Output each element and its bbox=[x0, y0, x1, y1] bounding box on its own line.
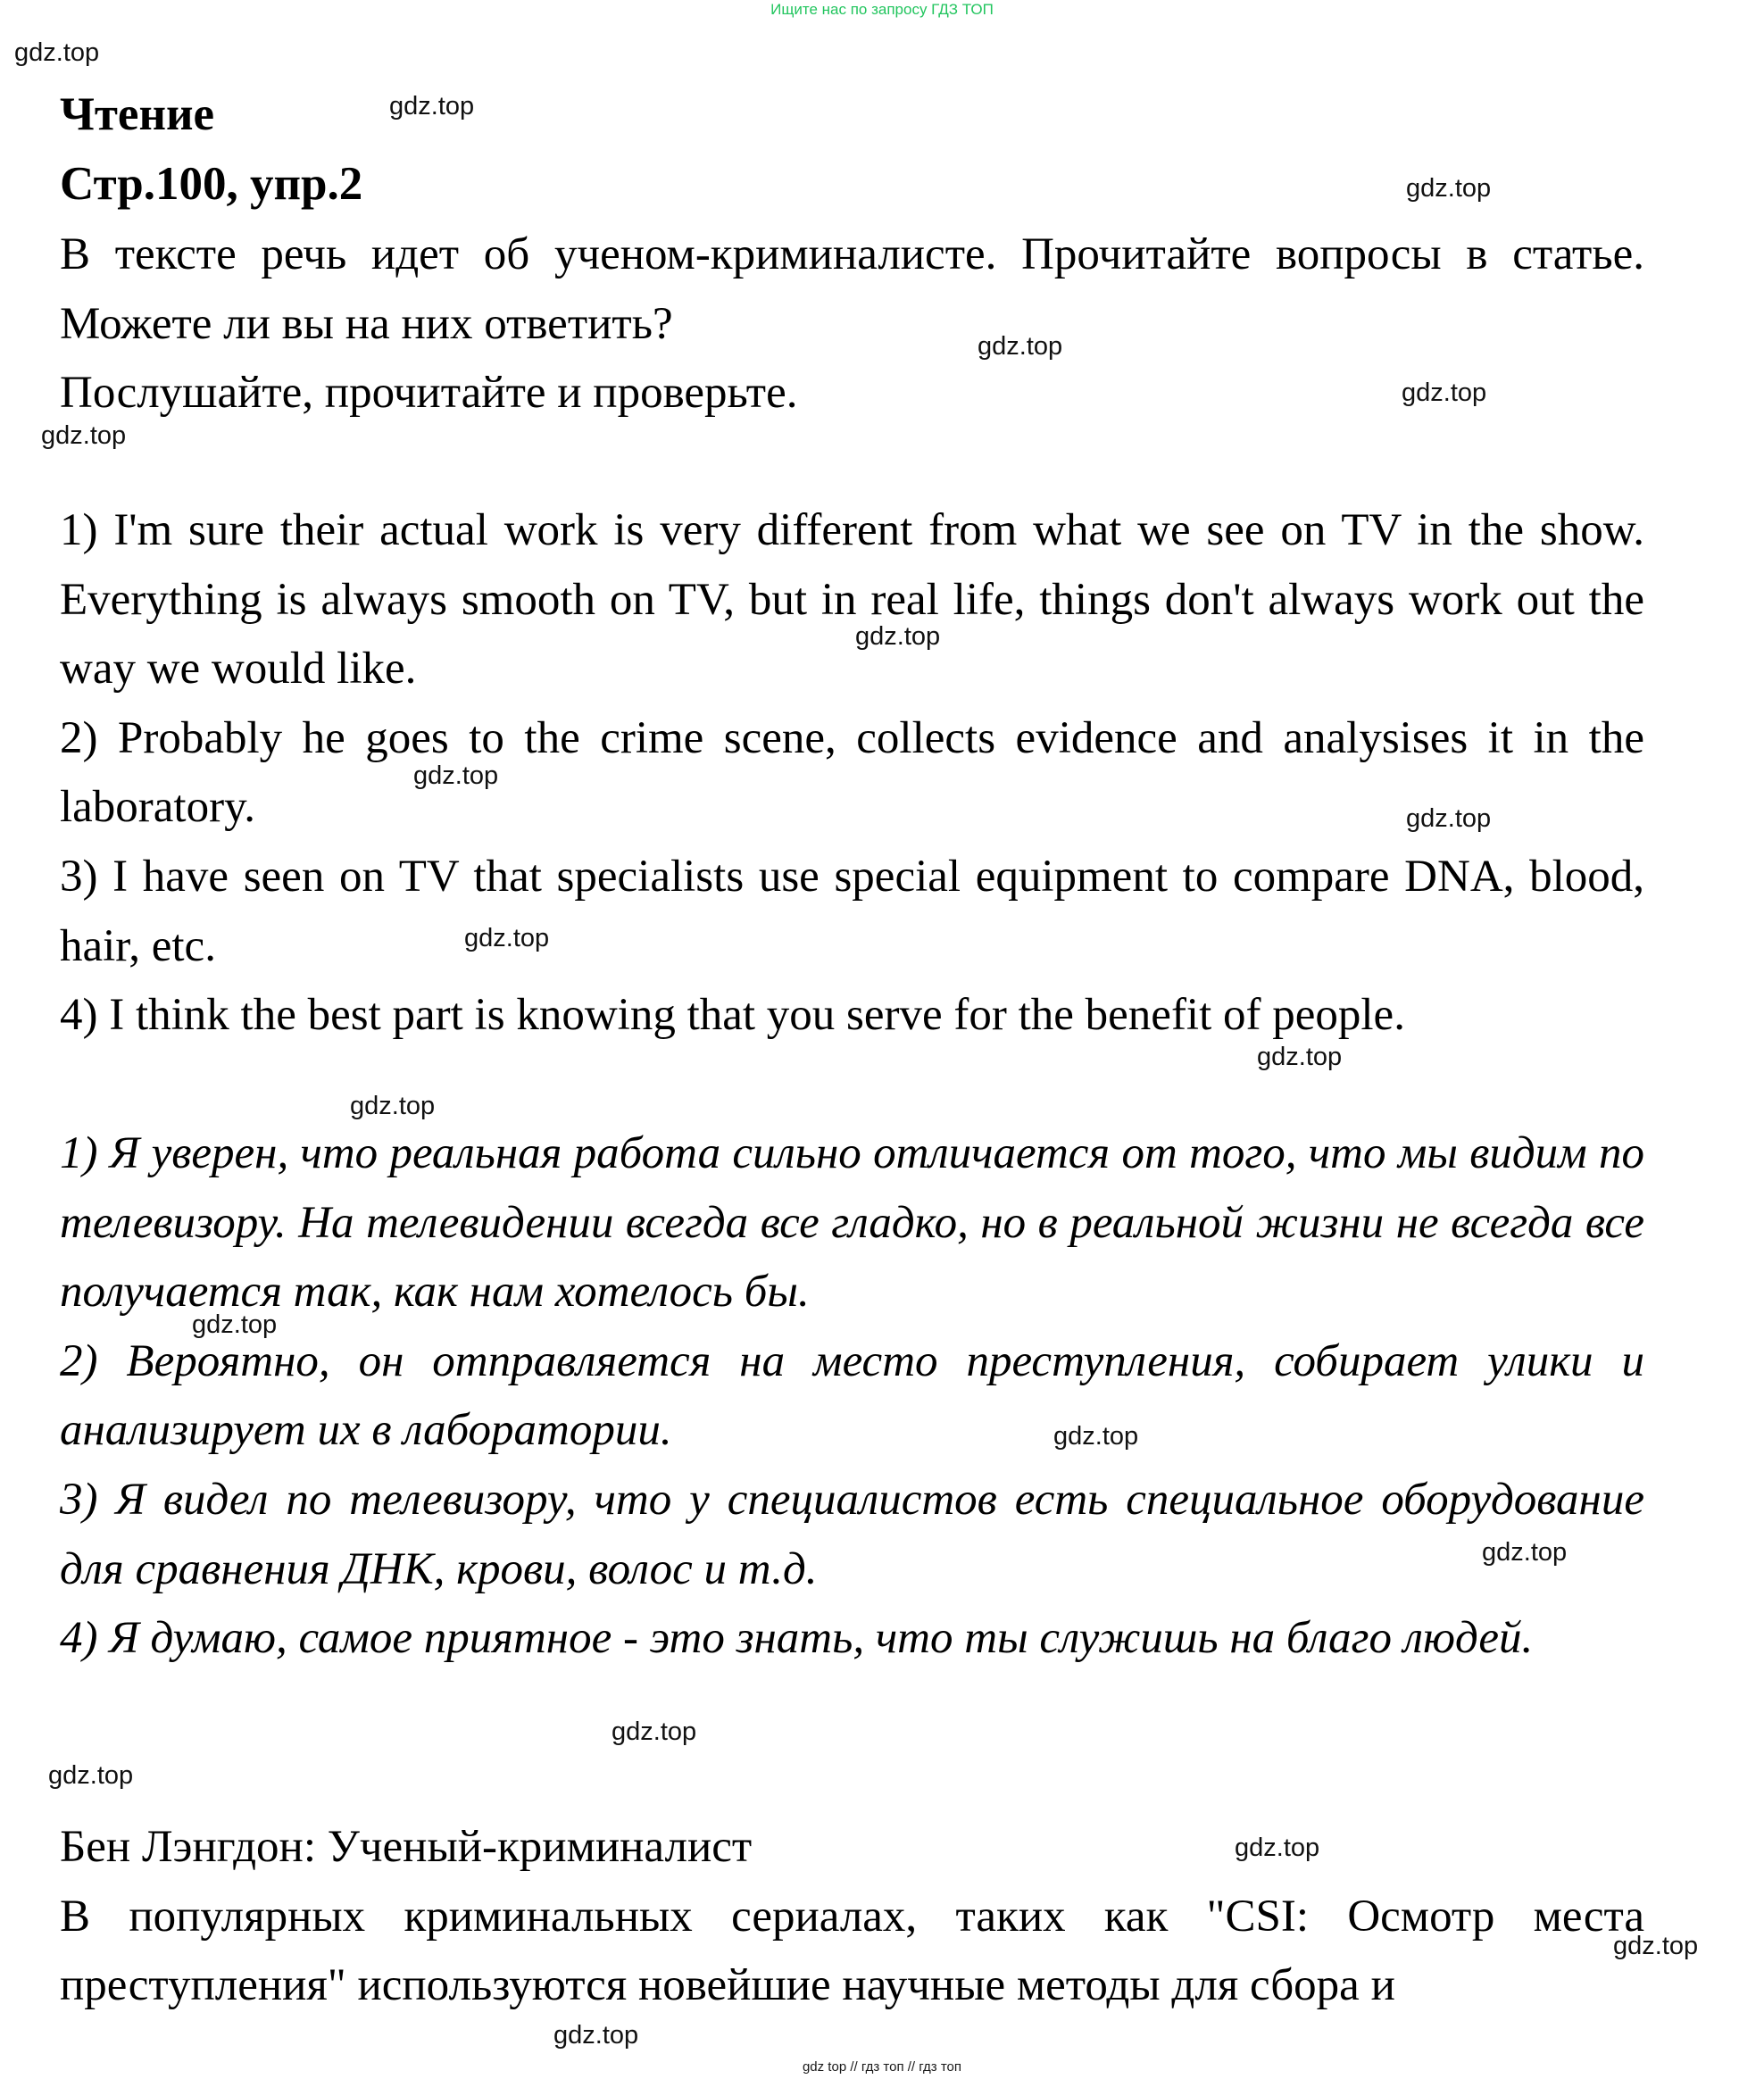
article-paragraph: В популярных криминальных сериалах, таких как "CSI: Осмотр места преступления" используются новейшие научные методы для сбора и bbox=[60, 1891, 1644, 2011]
watermark: gdz.top bbox=[14, 38, 100, 67]
watermark: gdz.top bbox=[1482, 1538, 1568, 1567]
russian-translations-block bbox=[60, 1119, 1644, 1674]
article-block bbox=[60, 1813, 1644, 2021]
watermark: gdz.top bbox=[612, 1717, 697, 1746]
exercise-reference: Стр.100, упр.2 bbox=[60, 158, 363, 210]
footer-watermark: gdz top // гдз топ // гдз топ bbox=[802, 2059, 962, 2075]
watermark: gdz.top bbox=[1235, 1834, 1320, 1862]
english-answers-block bbox=[60, 496, 1644, 1051]
article-title: Бен Лэнгдон: Ученый-криминалист bbox=[60, 1822, 753, 1872]
watermark: gdz.top bbox=[192, 1310, 278, 1339]
watermark: gdz.top bbox=[48, 1761, 134, 1790]
watermark: gdz.top bbox=[41, 421, 127, 450]
watermark: gdz.top bbox=[1053, 1422, 1139, 1451]
watermark: gdz.top bbox=[1406, 174, 1492, 203]
top-banner: Ищите нас по запросу ГДЗ ТОП bbox=[770, 1, 994, 18]
russian-translation-2: 2) Вероятно, он отправляется на место преступления, собирает улики и анализирует их в лаборатории. bbox=[60, 1335, 1644, 1456]
watermark: gdz.top bbox=[1613, 1932, 1699, 1960]
watermark: gdz.top bbox=[464, 924, 550, 952]
russian-translation-3: 3) Я видел по телевизору, что у специалистов есть специальное оборудование для сравнения ДНК, крови, волос и т.д. bbox=[60, 1474, 1644, 1594]
watermark: gdz.top bbox=[389, 92, 475, 121]
section-title: Чтение bbox=[60, 88, 215, 140]
russian-translation-1: 1) Я уверен, что реальная работа сильно отличается от того, что мы видим по телевизору. На телевидении всегда все гладко, но в реальной жизни не всегда все получается так, как нам хотелось бы. bbox=[60, 1128, 1644, 1318]
watermark: gdz.top bbox=[553, 2021, 639, 2050]
instruction-text: Послушайте, прочитайте и проверьте. bbox=[60, 368, 798, 419]
english-answer-1: 1) I'm sure their actual work is very different from what we see on TV in the show. Everything is always smooth on TV, but in real life, things don't always work out the way we would like. bbox=[60, 505, 1644, 694]
english-answer-3: 3) I have seen on TV that specialists use special equipment to compare DNA, blood, hair, etc. bbox=[60, 851, 1644, 971]
watermark: gdz.top bbox=[350, 1092, 436, 1120]
watermark: gdz.top bbox=[855, 622, 941, 651]
watermark: gdz.top bbox=[1402, 378, 1487, 407]
english-answer-4: 4) I think the best part is knowing that you serve for the benefit of people. bbox=[60, 990, 1405, 1041]
watermark: gdz.top bbox=[978, 332, 1063, 361]
watermark: gdz.top bbox=[413, 761, 499, 790]
watermark: gdz.top bbox=[1257, 1043, 1343, 1071]
russian-translation-4: 4) Я думаю, самое приятное - это знать, что ты служишь на благо людей. bbox=[60, 1613, 1534, 1664]
watermark: gdz.top bbox=[1406, 804, 1492, 833]
instruction-text: В тексте речь идет об ученом-криминалисте. Прочитайте вопросы в статье. Можете ли вы на них ответить? bbox=[60, 229, 1644, 349]
english-answer-2: 2) Probably he goes to the crime scene, collects evidence and analysises it in the laboratory. bbox=[60, 712, 1644, 833]
